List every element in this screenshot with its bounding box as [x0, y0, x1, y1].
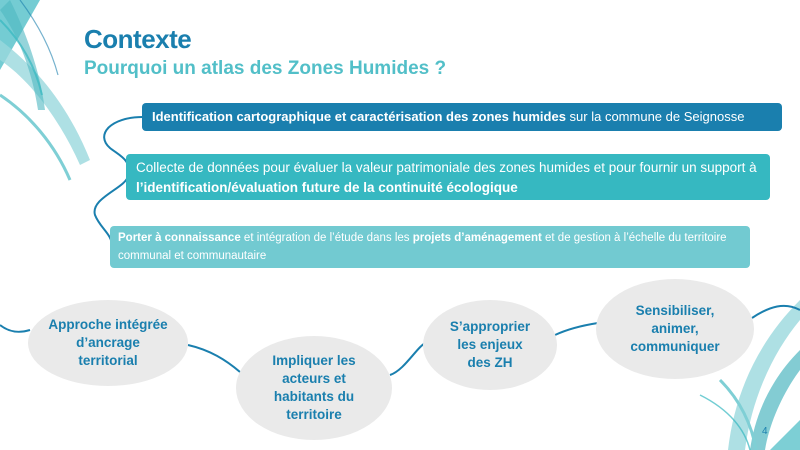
corner-decoration-top-left: [0, 0, 90, 180]
oval4-line3: communiquer: [630, 339, 720, 354]
objective-bar-1: [142, 103, 782, 131]
oval-impliquer-acteurs: [236, 336, 392, 440]
objective-bar-3: [110, 226, 750, 268]
page-number: 4: [762, 426, 768, 437]
bar3-bold-1: Porter à connaissance: [118, 232, 241, 244]
oval3-line2: les enjeux: [457, 337, 523, 352]
oval2-line3: habitants du: [273, 389, 355, 404]
slide-subtitle: Pourquoi un atlas des Zones Humides ?: [84, 58, 447, 79]
oval2-line4: territoire: [286, 407, 342, 422]
bar2-bold: l’identification/évaluation future de la continuité écologique: [136, 180, 518, 195]
oval4-line1: Sensibiliser,: [635, 303, 715, 318]
oval2-line1: Impliquer les: [272, 353, 356, 368]
bar2-text: Collecte de données pour évaluer la valeur patrimoniale des zones humides et pour fournir un support à: [136, 160, 757, 175]
oval3-line1: S’approprier: [449, 319, 531, 334]
oval-approche-integree: [28, 300, 188, 386]
bar3-bold-2: projets d’aménagement: [412, 232, 542, 244]
oval1-line1: Approche intégrée: [48, 317, 168, 332]
slide-title: Contexte: [84, 24, 192, 54]
objective-bar-2: [126, 154, 770, 200]
bar1-text: sur la commune de Seignosse: [565, 109, 745, 124]
oval1-line2: d’ancrage: [76, 335, 140, 350]
oval1-line3: territorial: [78, 353, 138, 368]
bar1-bold: Identification cartographique et caractérisation des zones humides: [152, 109, 566, 124]
oval4-line2: animer,: [651, 321, 699, 336]
oval-sensibiliser: [596, 279, 754, 379]
oval-approprier-enjeux: [423, 300, 557, 390]
bar3-text-1: et intégration de l’étude dans les: [240, 232, 413, 244]
bar3-text-2: et de gestion à l’échelle du territoire communal et communautaire: [118, 232, 727, 262]
oval3-line3: des ZH: [467, 355, 513, 370]
oval2-line2: acteurs et: [282, 371, 346, 386]
